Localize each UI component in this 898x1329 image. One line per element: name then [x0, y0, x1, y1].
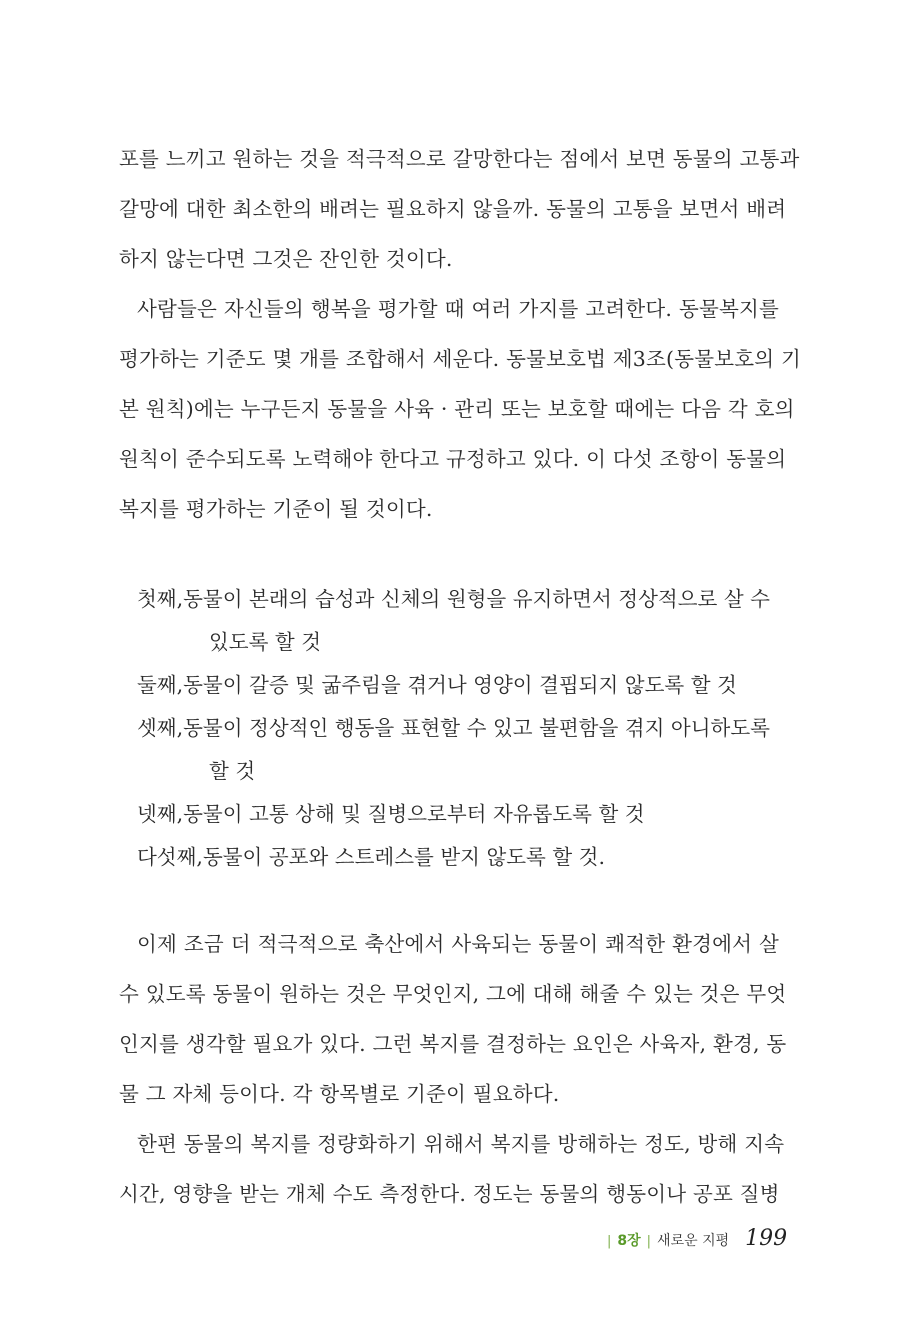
paragraph	[119, 1119, 785, 1219]
item-text: 있도록 할 것	[209, 630, 322, 654]
paragraph	[119, 919, 787, 1119]
list-item-continuation	[137, 750, 779, 793]
item-text: 동물이 본래의 습성과 신체의 원형을 유지하면서 정상적으로 살 수	[183, 587, 770, 611]
item-text: 할 것	[209, 759, 256, 783]
list-item-continuation	[137, 621, 779, 664]
text-line: 복지를 평가하는 기준이 될 것이다.	[119, 497, 433, 521]
item-text: 동물이 갈증 및 굶주림을 겪거나 영양이 결핍되지 않도록 할 것	[183, 673, 737, 697]
item-label: 넷째,	[137, 802, 184, 826]
divider: |	[646, 1234, 652, 1249]
page-body	[119, 134, 801, 1219]
text-line: 물 그 자체 등이다. 각 항목별로 기준이 필요하다.	[119, 1082, 560, 1106]
list-item	[137, 793, 779, 836]
text-line: 수 있도록 동물이 원하는 것은 무엇인지, 그에 대해 해줄 수 있는 것은 무엇	[119, 982, 787, 1006]
text-line: 포를 느끼고 원하는 것을 적극적으로 갈망한다는 점에서 보면 동물의 고통과	[119, 147, 800, 171]
divider: |	[607, 1234, 612, 1249]
text-line: 본 원칙)에는 누구든지 동물을 사육 · 관리 또는 보호할 때에는 다음 각 호의	[119, 397, 795, 421]
text-line: 하지 않는다면 그것은 잔인한 것이다.	[119, 247, 453, 271]
item-label: 셋째,	[137, 716, 184, 740]
text-line: 원칙이 준수되도록 노력해야 한다고 규정하고 있다. 이 다섯 조항이 동물의	[119, 447, 787, 471]
list-item	[137, 836, 779, 879]
page-number: 199	[745, 1226, 788, 1251]
text-line: 시간, 영향을 받는 개체 수도 측정한다. 정도는 동물의 행동이나 공포 질병	[119, 1182, 780, 1206]
text-line: 갈망에 대한 최소한의 배려는 필요하지 않을까. 동물의 고통을 보면서 배려	[119, 197, 787, 221]
paragraph	[119, 284, 801, 534]
principles-list	[137, 578, 779, 879]
item-text: 동물이 정상적인 행동을 표현할 수 있고 불편함을 겪지 아니하도록	[183, 716, 770, 740]
text-line: 인지를 생각할 필요가 있다. 그런 복지를 결정하는 요인은 사육자, 환경, 동	[119, 1032, 787, 1056]
text-line: 평가하는 기준도 몇 개를 조합해서 세운다. 동물보호법 제3조(동물보호의 기	[119, 347, 801, 371]
text-line: 한편 동물의 복지를 정량화하기 위해서 복지를 방해하는 정도, 방해 지속	[137, 1132, 785, 1156]
item-label: 둘째,	[137, 673, 184, 697]
text-line: 이제 조금 더 적극적으로 축산에서 사육되는 동물이 쾌적한 환경에서 살	[137, 932, 779, 956]
text-line: 사람들은 자신들의 행복을 평가할 때 여러 가지를 고려한다. 동물복지를	[137, 297, 779, 321]
page-footer	[607, 1226, 787, 1254]
list-item	[137, 707, 779, 750]
list-item	[137, 664, 779, 707]
paragraph	[119, 134, 800, 284]
item-label: 다섯째,	[137, 845, 203, 869]
section-title: 새로운 지평	[657, 1233, 730, 1249]
item-label: 첫째,	[137, 587, 184, 611]
chapter-label: 8장	[617, 1233, 641, 1249]
list-item	[137, 578, 779, 621]
item-text: 동물이 공포와 스트레스를 받지 않도록 할 것.	[202, 845, 606, 869]
item-text: 동물이 고통 상해 및 질병으로부터 자유롭도록 할 것	[183, 802, 645, 826]
